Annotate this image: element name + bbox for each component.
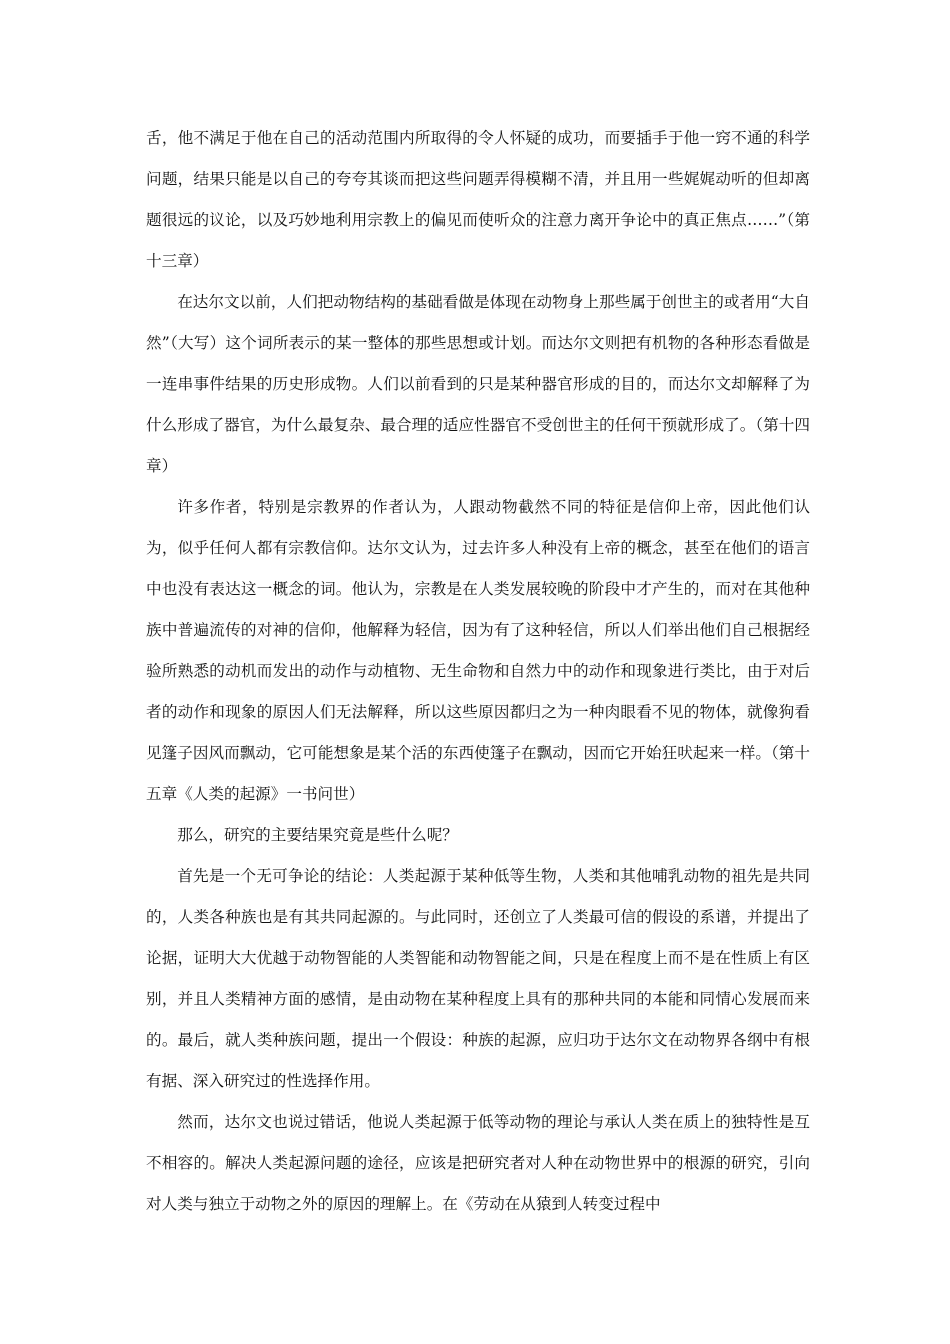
paragraph-1: 舌，他不满足于他在自己的活动范围内所取得的令人怀疑的成功，而要插手于他一窍不通的科学问题，结果只能是以自己的夸夸其谈而把这些问题弄得模糊不清，并且用一些娓娓动听的但却离题很远的议论，以及巧妙地利用宗教上的偏见而使听众的注意力离开争论中的真正焦点……”（第十三章） [146, 129, 810, 270]
document-page [146, 118, 810, 1225]
paragraph-6: 然而，达尔文也说过错话，他说人类起源于低等动物的理论与承认人类在质上的独特性是互不相容的。解决人类起源问题的途径，应该是把研究者对人种在动物世界中的根源的研究，引向对人类与独立于动物之外的原因的理解上。在《劳动在从猿到人转变过程中 [146, 1113, 810, 1213]
paragraph-4: 那么，研究的主要结果究竟是些什么呢？ [177, 826, 458, 844]
paragraph-3: 许多作者，特别是宗教界的作者认为，人跟动物截然不同的特征是信仰上帝，因此他们认为，似乎任何人都有宗教信仰。达尔文认为，过去许多人种没有上帝的概念，甚至在他们的语言中也没有表达这一概念的词。他认为，宗教是在人类发展较晚的阶段中才产生的，而对在其他种族中普遍流传的对神的信仰，他解释为轻信，因为有了这种轻信，所以人们举出他们自己根据经验所熟悉的动机而发出的动作与动植物、无生命物和自然力中的动作和现象进行类比，由于对后者的动作和现象的原因人们无法解释，所以这些原因都归之为一种肉眼看不见的物体，就像狗看见篷子因风而飘动，它可能想象是某个活的东西使篷子在飘动，因而它开始狂吠起来一样。（第十五章《人类的起源》一书问世） [146, 498, 810, 803]
paragraph-5: 首先是一个无可争论的结论：人类起源于某种低等生物，人类和其他哺乳动物的祖先是共同的，人类各种族也是有其共同起源的。与此同时，还创立了人类最可信的假设的系谱，并提出了论据，证明大大优越于动物智能的人类智能和动物智能之间，只是在程度上而不是在性质上有区别，并且人类精神方面的感情，是由动物在某种程度上具有的那种共同的本能和同情心发展而来的。最后，就人类种族问题，提出一个假设：种族的起源，应归功于达尔文在动物界各纲中有根有据、深入研究过的性选择作用。 [146, 867, 810, 1090]
paragraph-2: 在达尔文以前，人们把动物结构的基础看做是体现在动物身上那些属于创世主的或者用“大自然”（大写）这个词所表示的某一整体的那些思想或计划。而达尔文则把有机物的各种形态看做是一连串事件结果的历史形成物。人们以前看到的只是某种器官形成的目的，而达尔文却解释了为什么形成了器官，为什么最复杂、最合理的适应性器官不受创世主的任何干预就形成了。（第十四章） [146, 293, 810, 475]
